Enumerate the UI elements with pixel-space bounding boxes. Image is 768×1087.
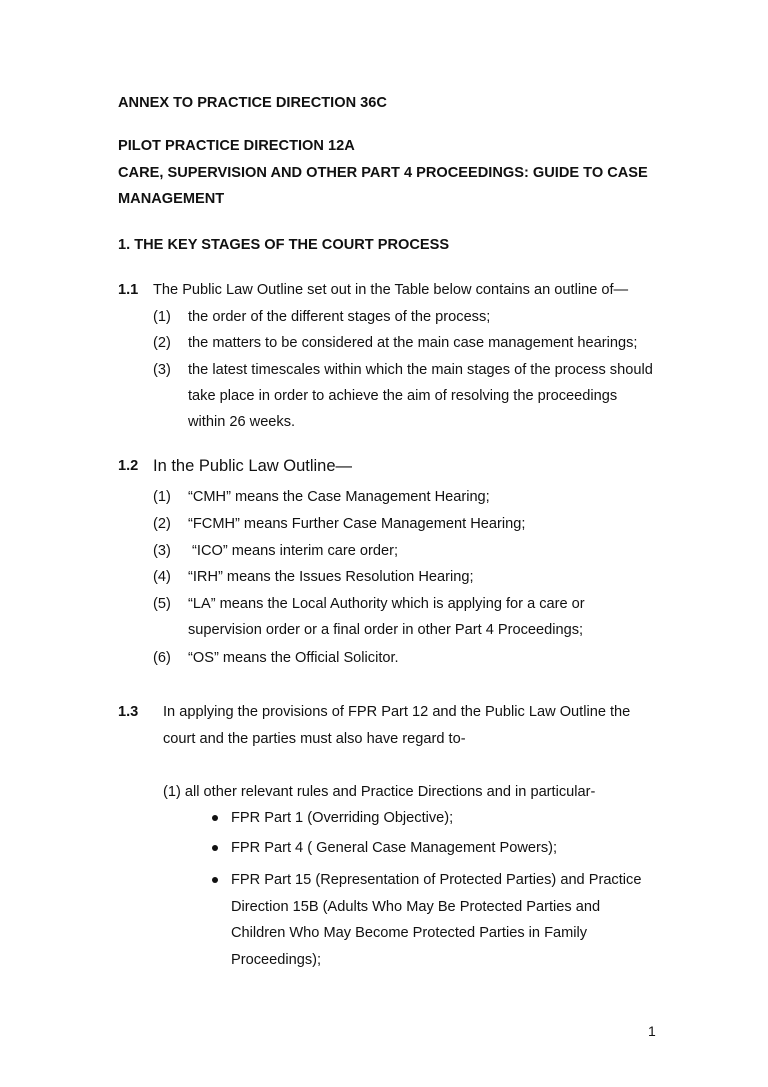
para-1-1-item-label: (2) bbox=[153, 335, 171, 351]
definition-text: “OS” means the Official Solicitor. bbox=[188, 650, 399, 666]
definition-text: “CMH” means the Case Management Hearing; bbox=[188, 489, 490, 505]
para-1-1-item-label: (1) bbox=[153, 309, 171, 325]
page-number: 1 bbox=[648, 1023, 656, 1039]
bullet-icon bbox=[212, 845, 218, 851]
para-1-3-line-2: court and the parties must also have regard to- bbox=[163, 731, 466, 747]
definition-text: supervision order or a final order in other Part 4 Proceedings; bbox=[188, 622, 584, 638]
bullet-text: FPR Part 4 ( General Case Management Powers); bbox=[231, 840, 558, 856]
bullet-text: Children Who May Become Protected Parties in Family bbox=[231, 925, 588, 941]
para-1-1-item-text: within 26 weeks. bbox=[188, 414, 296, 430]
section-1-title: 1. THE KEY STAGES OF THE COURT PROCESS bbox=[118, 237, 450, 253]
para-1-1-item-label: (3) bbox=[153, 362, 171, 378]
definition-text: “LA” means the Local Authority which is applying for a care or bbox=[188, 596, 585, 612]
title-line-1: CARE, SUPERVISION AND OTHER PART 4 PROCEEDINGS: GUIDE TO CASE bbox=[118, 165, 648, 181]
para-1-1-item-text: the order of the different stages of the process; bbox=[188, 309, 491, 325]
definition-label: (6) bbox=[153, 650, 171, 666]
bullet-icon bbox=[212, 877, 218, 883]
definition-text: “FCMH” means Further Case Management Hearing; bbox=[188, 516, 526, 532]
pilot-heading: PILOT PRACTICE DIRECTION 12A bbox=[118, 138, 355, 154]
definition-label: (2) bbox=[153, 516, 171, 532]
definition-label: (5) bbox=[153, 596, 171, 612]
definition-label: (4) bbox=[153, 569, 171, 585]
definition-label: (1) bbox=[153, 489, 171, 505]
para-1-1-item-text: the matters to be considered at the main case management hearings; bbox=[188, 335, 638, 351]
definition-label: (3) bbox=[153, 543, 171, 559]
title-line-2: MANAGEMENT bbox=[118, 191, 225, 207]
para-1-2-intro: In the Public Law Outline— bbox=[153, 457, 353, 475]
bullet-text: FPR Part 1 (Overriding Objective); bbox=[231, 810, 454, 826]
bullet-text: FPR Part 15 (Representation of Protected Parties) and Practice bbox=[231, 872, 642, 888]
bullet-text: Direction 15B (Adults Who May Be Protected Parties and bbox=[231, 899, 601, 915]
bullet-text: Proceedings); bbox=[231, 952, 322, 968]
bullet-icon bbox=[212, 815, 218, 821]
para-1-1-item-text: take place in order to achieve the aim of resolving the proceedings bbox=[188, 388, 618, 404]
para-1-1-item-text: the latest timescales within which the main stages of the process should bbox=[188, 362, 653, 378]
definition-text: “IRH” means the Issues Resolution Hearing; bbox=[188, 569, 474, 585]
para-1-3-line-1: In applying the provisions of FPR Part 12 and the Public Law Outline the bbox=[163, 704, 631, 720]
para-1-2-number: 1.2 bbox=[118, 458, 139, 474]
para-1-3-sub-1: (1) all other relevant rules and Practice Directions and in particular- bbox=[163, 784, 596, 800]
para-1-3-number: 1.3 bbox=[118, 704, 139, 720]
para-1-1-number: 1.1 bbox=[118, 282, 139, 298]
definition-text: “ICO” means interim care order; bbox=[188, 543, 399, 559]
para-1-1-intro: The Public Law Outline set out in the Table below contains an outline of— bbox=[153, 282, 629, 298]
annex-heading: ANNEX TO PRACTICE DIRECTION 36C bbox=[118, 95, 387, 111]
